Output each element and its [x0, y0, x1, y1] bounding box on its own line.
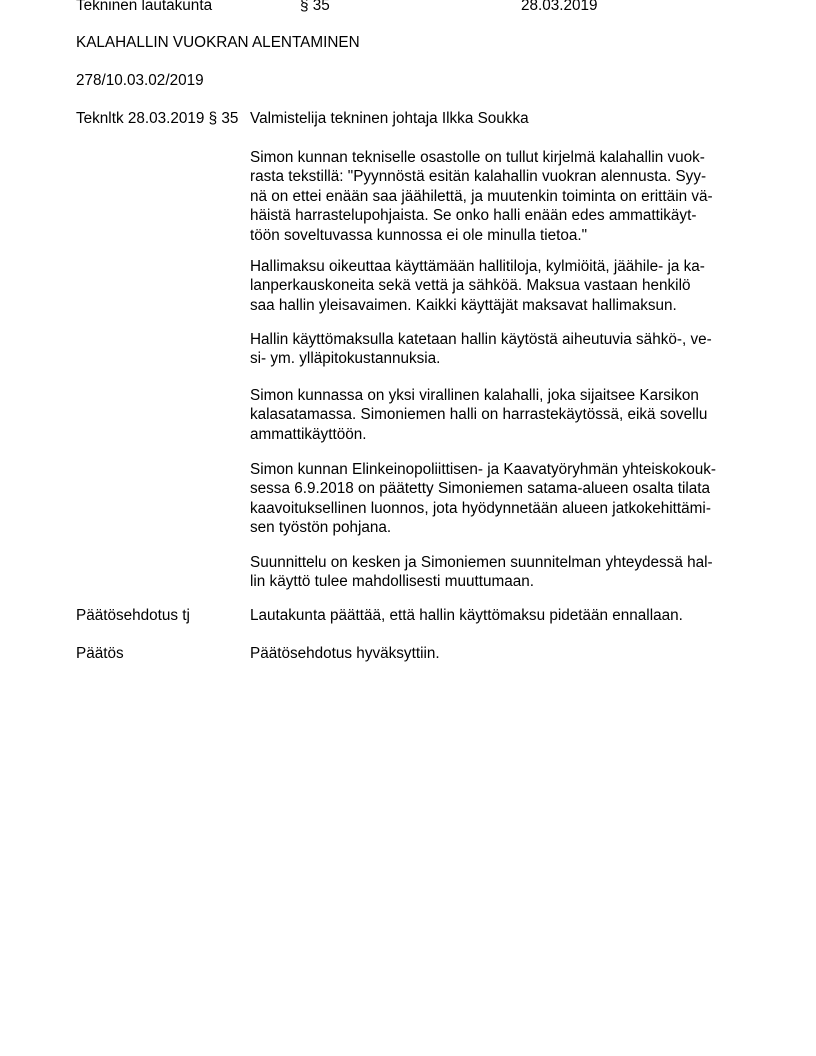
text-line: saa hallin yleisavaimen. Kaikki käyttäjät maksavat hallimaksun.: [250, 296, 677, 314]
header-date: 28.03.2019: [521, 0, 598, 14]
text-line: sen työstön pohjana.: [250, 519, 392, 537]
text-line: Simon kunnan tekniselle osastolle on tullut kirjelmä kalahallin vuok-: [250, 149, 705, 166]
text-line: kaavoituksellinen luonnos, jota hyödynnetään alueen jatkokehittämi-: [250, 499, 711, 517]
text-line: rasta tekstillä: "Pyynnöstä esitän kalahallin vuokran alennusta. Syy-: [250, 168, 707, 186]
decision-text: Päätösehdotus hyväksyttiin.: [250, 645, 440, 662]
document-title: KALAHALLIN VUOKRAN ALENTAMINEN: [76, 34, 360, 51]
paragraph-working-group: [250, 460, 750, 538]
document-number: 278/10.03.02/2019: [76, 72, 204, 89]
text-line: si- ym. ylläpitokustannuksia.: [250, 350, 441, 368]
paragraph-planning: [250, 553, 750, 592]
text-line: Hallin käyttömaksulla katetaan hallin käytöstä aiheutuvia sähkö-, ve-: [250, 331, 712, 348]
text-line: Simon kunnan Elinkeinopoliittisen- ja Kaavatyöryhmän yhteiskokouk-: [250, 461, 716, 478]
paragraph-usage-fee: [250, 330, 750, 369]
text-line: lanperkauskoneita sekä vettä ja sähköä. Maksua vastaan henkilö: [250, 277, 691, 295]
proposal-label: Päätösehdotus tj: [76, 607, 190, 624]
text-line: sessa 6.9.2018 on päätetty Simoniemen satama-alueen osalta tilata: [250, 480, 711, 498]
preparer-line: Valmistelija tekninen johtaja Ilkka Soukka: [250, 110, 529, 127]
text-line: töön soveltuvassa kunnossa ei ole minulla tietoa.": [250, 226, 588, 244]
text-line: Simon kunnassa on yksi virallinen kalahalli, joka sijaitsee Karsikon: [250, 387, 699, 404]
decision-label: Päätös: [76, 645, 124, 662]
paragraph-hall-fee: [250, 257, 750, 315]
proposal-text: Lautakunta päättää, että hallin käyttömaksu pidetään ennallaan.: [250, 607, 683, 624]
text-line: kalasatamassa. Simoniemen halli on harrastekäytössä, eikä sovellu: [250, 406, 708, 424]
paragraph-letter: [250, 148, 750, 245]
text-line: lin käyttö tulee mahdollisesti muuttumaan.: [250, 573, 534, 591]
text-line: nä on ettei enään saa jäähilettä, ja muutenkin toiminta on erittäin vä-: [250, 187, 713, 205]
text-line: Hallimaksu oikeuttaa käyttämään hallitiloja, kylmiöitä, jäähile- ja ka-: [250, 258, 705, 275]
text-line: häistä harrastelupohjaista. Se onko halli enään edes ammattikäyt-: [250, 207, 697, 225]
text-line: Suunnittelu on kesken ja Simoniemen suunnitelman yhteydessä hal-: [250, 554, 713, 571]
meeting-reference: Teknltk 28.03.2019 § 35: [76, 110, 239, 127]
paragraph-official-hall: [250, 386, 750, 444]
header-section: § 35: [300, 0, 330, 14]
header-organization: Tekninen lautakunta: [76, 0, 213, 14]
text-line: ammattikäyttöön.: [250, 425, 367, 443]
